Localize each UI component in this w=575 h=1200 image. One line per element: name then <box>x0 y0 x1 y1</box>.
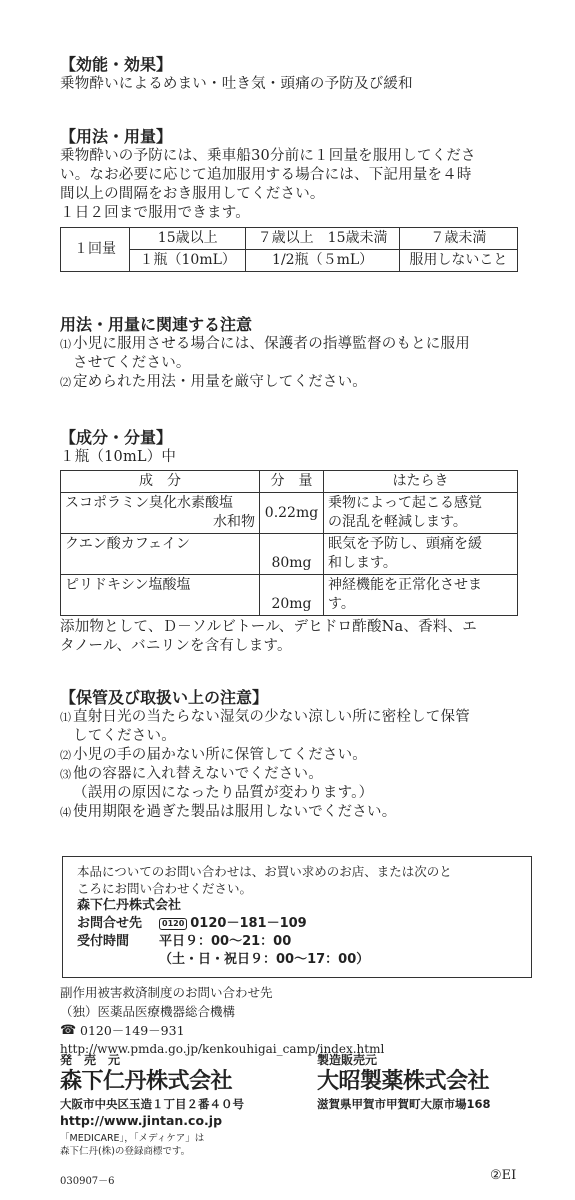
list-item: ⑷ 使用期限を過ぎた製品は服用しないでください。 <box>60 804 397 820</box>
seller-url[interactable]: http://www.jintan.co.jp <box>60 1113 223 1128</box>
ingredients-header: 分 量 <box>260 471 324 493</box>
dosage-section <box>60 127 530 272</box>
contact-phone[interactable]: 0120－181－109 <box>190 916 307 931</box>
dosage-notes-heading: 用法・用量に関連する注意 <box>60 315 253 334</box>
maker-logo: 大昭製薬株式会社 <box>317 1069 490 1094</box>
freedial-icon: 0120 <box>159 918 187 930</box>
dosage-value: 1/2瓶（５mL） <box>246 250 399 272</box>
maker-address: 滋賀県甲賀市甲賀町大原市場168 <box>317 1097 491 1111</box>
seller-section <box>60 1052 310 1158</box>
dosage-value: １瓶（10mL） <box>130 250 246 272</box>
list-item: ⑵ 定められた用法・用量を厳守してください。 <box>60 374 367 390</box>
table-row: クエン酸カフェイン 80mg 眠気を予防し、頭痛を緩 和します。 <box>61 534 518 575</box>
seller-label: 発 売 元 <box>60 1053 121 1067</box>
storage-section <box>60 688 530 822</box>
trademark-note: 森下仁丹(株)の登録商標です。 <box>60 1146 191 1157</box>
table-row: ピリドキシン塩酸塩 20mg 神経機能を正常化させま す。 <box>61 575 518 616</box>
trademark-note: 「MEDICARE」，「メディケア」は <box>60 1133 205 1144</box>
contact-box <box>62 856 532 978</box>
ingredients-table <box>60 470 518 616</box>
contact-hours-weekend: （土・日・祝日９：00〜17：00） <box>159 952 370 967</box>
list-item: ⑵ 小児の手の届かない所に保管してください。 <box>60 747 367 763</box>
maker-section <box>317 1052 532 1112</box>
relief-phone[interactable]: 0120－149－931 <box>80 1023 185 1038</box>
table-row: スコポラミン臭化水素酸塩 水和物 0.22mg 乗物によって起こる感覚 の混乱を軽減します。 <box>61 493 518 534</box>
ingredients-section <box>60 428 530 656</box>
dosage-row-label: １回量 <box>61 228 130 272</box>
dosage-line: 乗物酔いの予防には、乗車船30分前に１回量を服用してくださ <box>60 148 476 164</box>
efficacy-section <box>60 55 413 94</box>
ingredients-header: はたらき <box>324 471 518 493</box>
dosage-header: 15歳以上 <box>130 228 246 250</box>
seller-logo: 森下仁丹株式会社 <box>60 1069 233 1094</box>
contact-company: 森下仁丹株式会社 <box>77 898 182 913</box>
relief-line: 副作用被害救済制度のお問い合わせ先 <box>60 985 273 1000</box>
footer-mark: ②EI <box>490 1168 517 1183</box>
relief-section <box>60 983 530 1059</box>
telephone-icon: ☎ <box>60 1023 77 1038</box>
footer-code: 030907－6 <box>60 1176 115 1187</box>
relief-line: （独）医薬品医療機器総合機構 <box>60 1004 236 1019</box>
contact-intro: 本品についてのお問い合わせは、お買い求めのお店、または次のと <box>77 864 452 879</box>
list-item: ⑴ 小児に服用させる場合には、保護者の指導監督のもとに服用 させてください。 <box>60 336 470 371</box>
dosage-line: 間以上の間隔をおき服用してください。 <box>60 186 325 202</box>
additives-line: タノール、バニリンを含有します。 <box>60 638 292 654</box>
dosage-notes-section <box>60 315 530 392</box>
contact-hours-row: 受付時間 平日９：00〜21：00 <box>77 934 292 949</box>
dosage-table <box>60 227 518 272</box>
list-item: ⑶ 他の容器に入れ替えないでください。 （誤用の原因になったり品質が変わります。） <box>60 766 374 801</box>
maker-label: 製造販売元 <box>317 1053 378 1067</box>
contact-intro: ころにお問い合わせください。 <box>77 881 253 896</box>
ingredients-subheading: １瓶（10mL）中 <box>60 449 177 465</box>
efficacy-text: 乗物酔いによるめまい・吐き気・頭痛の予防及び緩和 <box>60 76 413 92</box>
dosage-header: ７歳以上 15歳未満 <box>246 228 399 250</box>
contact-phone-row: お問合せ先 0120 0120－181－109 <box>77 916 307 931</box>
dosage-line: い。なお必要に応じて追加服用する場合には、下記用量を４時 <box>60 167 472 183</box>
dosage-line: １日２回まで服用できます。 <box>60 205 250 221</box>
dosage-value: 服用しないこと <box>399 250 517 272</box>
relief-url[interactable]: http://www.pmda.go.jp/kenkouhigai_camp/index.html <box>60 1042 385 1056</box>
contact-hours: 平日９：00〜21：00 <box>159 934 292 949</box>
list-item: ⑴ 直射日光の当たらない湿気の少ない涼しい所に密栓して保管 してください。 <box>60 709 470 744</box>
efficacy-heading: 【効能・効果】 <box>60 55 173 74</box>
seller-address: 大阪市中央区玉造１丁目２番４０号 <box>60 1097 244 1111</box>
dosage-heading: 【用法・用量】 <box>60 127 173 146</box>
ingredients-heading: 【成分・分量】 <box>60 428 173 447</box>
additives-line: 添加物として、Ｄ－ソルビトール、デヒドロ酢酸Na、香料、エ <box>60 619 477 635</box>
storage-heading: 【保管及び取扱い上の注意】 <box>60 688 269 707</box>
ingredients-header: 成 分 <box>61 471 260 493</box>
dosage-header: ７歳未満 <box>399 228 517 250</box>
